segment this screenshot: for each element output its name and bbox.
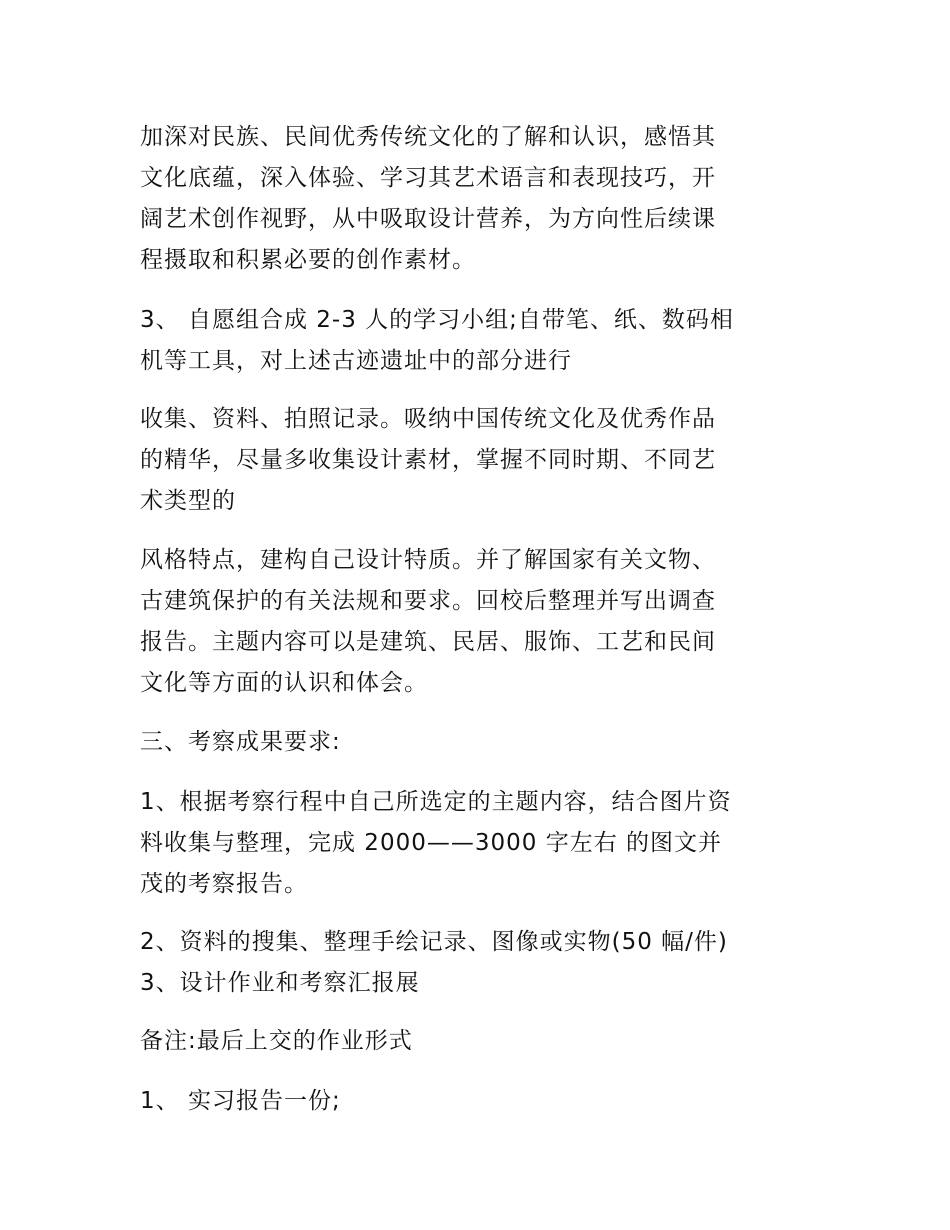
paragraph-submission-1: 1、 实习报告一份; [140,1088,341,1114]
paragraph-collect-materials: 收集、资料、拍照记录。吸纳中国传统文化及优秀作品 的精华，尽量多收集设计素材，掌握不同时期、不同艺 术类型的 [140,406,716,514]
paragraph-result-2-3: 2、资料的搜集、整理手绘记录、图像或实物(50 幅/件) 3、设计作业和考察汇报展 [140,929,728,996]
paragraph-note: 备注:最后上交的作业形式 [140,1028,413,1054]
paragraph-style-features: 风格特点，建构自己设计特质。并了解国家有关文物、 古建筑保护的有关法规和要求。回校后整理并写出调查 报告。主题内容可以是建筑、民居、服饰、工艺和民间 文化等方面的认识和体会。 [140,547,716,696]
paragraph-item-3-group: 3、 自愿组合成 2-3 人的学习小组;自带笔、纸、数码相 机等工具，对上述古迹遗址中的部分进行 [140,307,734,374]
section-heading-results: 三、考察成果要求: [140,729,341,755]
paragraph-result-1: 1、根据考察行程中自己所选定的主题内容，结合图片资 料收集与整理，完成 2000——3000 字左右 的图文并 茂的考察报告。 [140,789,732,897]
paragraph-objective: 加深对民族、民间优秀传统文化的了解和认识，感悟其 文化底蕴，深入体验、学习其艺术语言和表现技巧，开 阔艺术创作视野，从中吸取设计营养，为方向性后续课 程摄取和积累必要的创作素材。 [140,124,716,273]
